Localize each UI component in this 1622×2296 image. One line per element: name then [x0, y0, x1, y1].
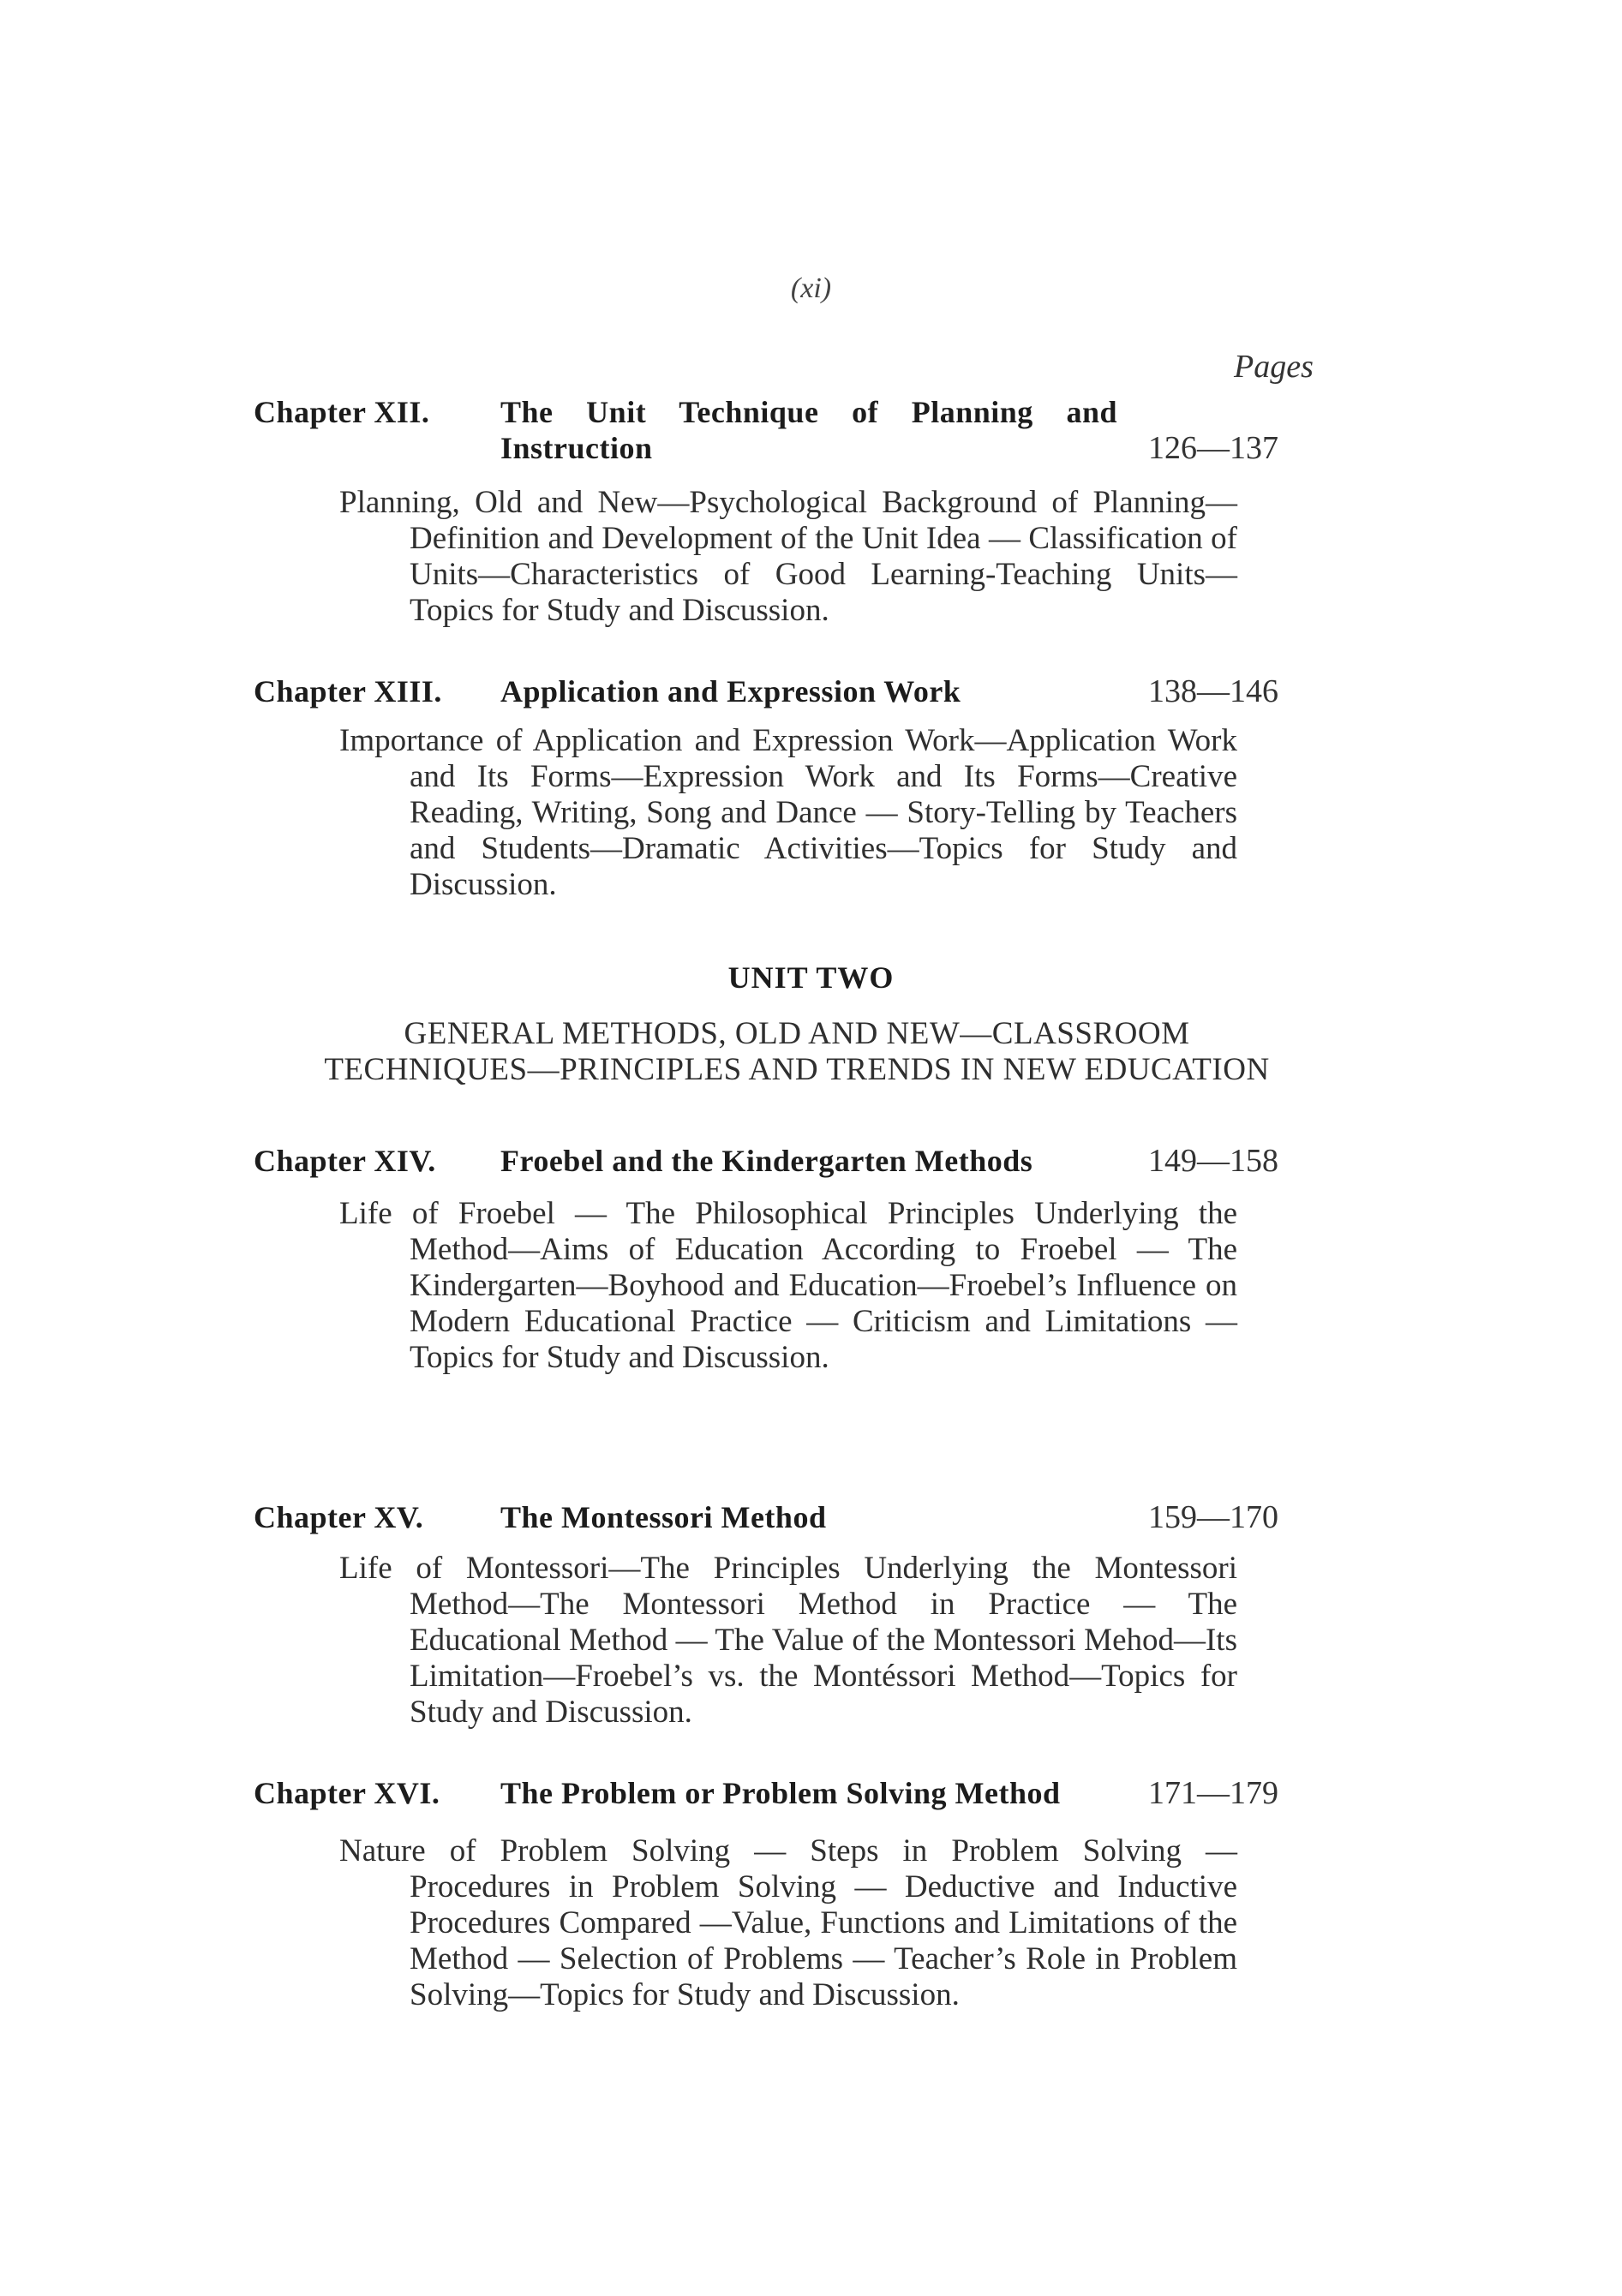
chapter-label: Chapter XVI. — [254, 1776, 440, 1810]
chapter-title: The Montessori Method — [500, 1500, 827, 1534]
chapter-pages: 126—137 — [1148, 430, 1278, 466]
chapter-entry — [254, 1499, 1325, 1731]
chapter-description: Life of Montessori—The Principles Underlying the Montessori Method—The Montessori Method in Practice — The Educational Method — The Value of the Montessori Mehod—Its Limitation—Froebel’s vs. the Montéssori Method—Topics for Study and Discussion. — [339, 1551, 1237, 1730]
unit-subtitle: GENERAL METHODS, OLD AND NEW—CLASSROOM TECHNIQUES—PRINCIPLES AND TRENDS IN NEW EDUCATION — [324, 1016, 1270, 1087]
chapter-description: Importance of Application and Expression Work—Application Work and Its Forms—Expression Work and Its Forms—Creative Reading, Writing, Song and Dance — Story-Telling by Teachers and Students—Dramatic Activities—Topics for Study and Discussion. — [339, 723, 1237, 902]
chapter-entry — [254, 1775, 1325, 2013]
chapter-entry — [254, 1143, 1325, 1376]
pages-column-heading: Pages — [1234, 349, 1314, 385]
chapter-label: Chapter XIII. — [254, 674, 442, 709]
chapter-entry — [254, 673, 1325, 903]
chapter-description: Planning, Old and New—Psychological Background of Planning—Definition and Development of the Unit Idea — Classification of Units—Characteristics of Good Learning-Teaching Units—Topics for Study and Discussion. — [339, 485, 1237, 628]
chapter-title: Froebel and the Kindergarten Methods — [500, 1144, 1033, 1178]
chapter-title: Application and Expression Work — [500, 674, 961, 709]
unit-heading: UNIT TWO — [727, 960, 895, 995]
chapter-label: Chapter XV. — [254, 1500, 424, 1534]
chapter-pages: 171—179 — [1148, 1775, 1278, 1811]
chapter-title: The Unit Technique of Planning and Instruction — [500, 395, 1117, 465]
chapter-description: Nature of Problem Solving — Steps in Problem Solving — Procedures in Problem Solving — Deductive and Inductive Procedures Compared —Value, Functions and Limitations of the Method — Selection of Problems — Teacher’s Role in Problem Solving—Topics for Study and Discussion. — [339, 1833, 1237, 2012]
chapter-description: Life of Froebel — The Philosophical Principles Underlying the Method—Aims of Education According to Froebel — The Kindergarten—Boyhood and Education—Froebel’s Influence on Modern Educational Practice — Criticism and Limitations — Topics for Study and Discussion. — [339, 1196, 1237, 1375]
chapter-pages: 138—146 — [1148, 673, 1278, 709]
chapter-label: Chapter XIV. — [254, 1144, 436, 1178]
chapter-title: The Problem or Problem Solving Method — [500, 1776, 1061, 1810]
chapter-label: Chapter XII. — [254, 395, 430, 429]
chapter-pages: 159—170 — [1148, 1499, 1278, 1535]
page-number: (xi) — [790, 272, 832, 304]
chapter-entry — [254, 394, 1325, 629]
chapter-pages: 149—158 — [1148, 1143, 1278, 1179]
